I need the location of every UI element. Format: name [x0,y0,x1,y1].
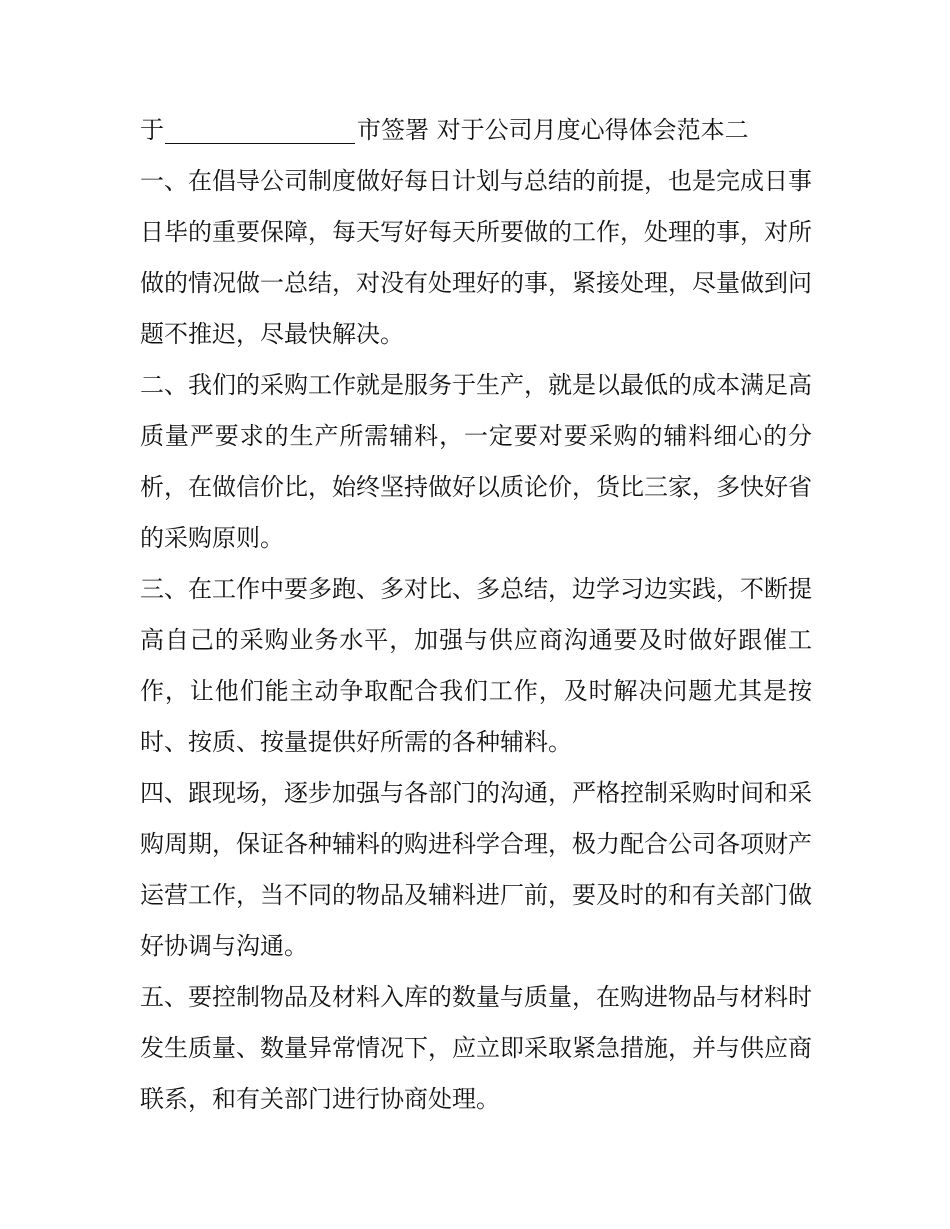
paragraph-2: 二、我们的采购工作就是服务于生产，就是以最低的成本满足高质量严要求的生产所需辅料，一定要对要采购的辅料细心的分析，在做信价比，始终坚持做好以质论价，货比三家，多快好省的采购原则。 [140,371,812,552]
paragraph-3: 三、在工作中要多跑、多对比、多总结，边学习边实践，不断提高自己的采购业务水平，加强与供应商沟通要及时做好跟催工作，让他们能主动争取配合我们工作，及时解决问题尤其是按时、按质、按量提供好所需的各种辅料。 [140,575,812,756]
paragraph-5: 五、要控制物品及材料入库的数量与质量，在购进物品与材料时发生质量、数量异常情况下，应立即采取紧急措施，并与供应商联系，和有关部门进行协商处理。 [140,983,812,1113]
header-prefix: 于 [140,116,164,144]
blank-line [165,113,355,144]
document-header [140,105,812,156]
document-page [140,105,812,1125]
header-title: 市签署 对于公司月度心得体会范本二 [357,116,749,144]
paragraph-1: 一、在倡导公司制度做好每日计划与总结的前提，也是完成日事日毕的重要保障，每天写好每天所要做的工作，处理的事，对所做的情况做一总结，对没有处理好的事，紧接处理，尽量做到问题不推迟，尽最快解决。 [140,167,812,348]
paragraph-4: 四、跟现场，逐步加强与各部门的沟通，严格控制采购时间和采购周期，保证各种辅料的购进科学合理，极力配合公司各项财产运营工作，当不同的物品及辅料进厂前，要及时的和有关部门做好协调与沟通。 [140,779,812,960]
